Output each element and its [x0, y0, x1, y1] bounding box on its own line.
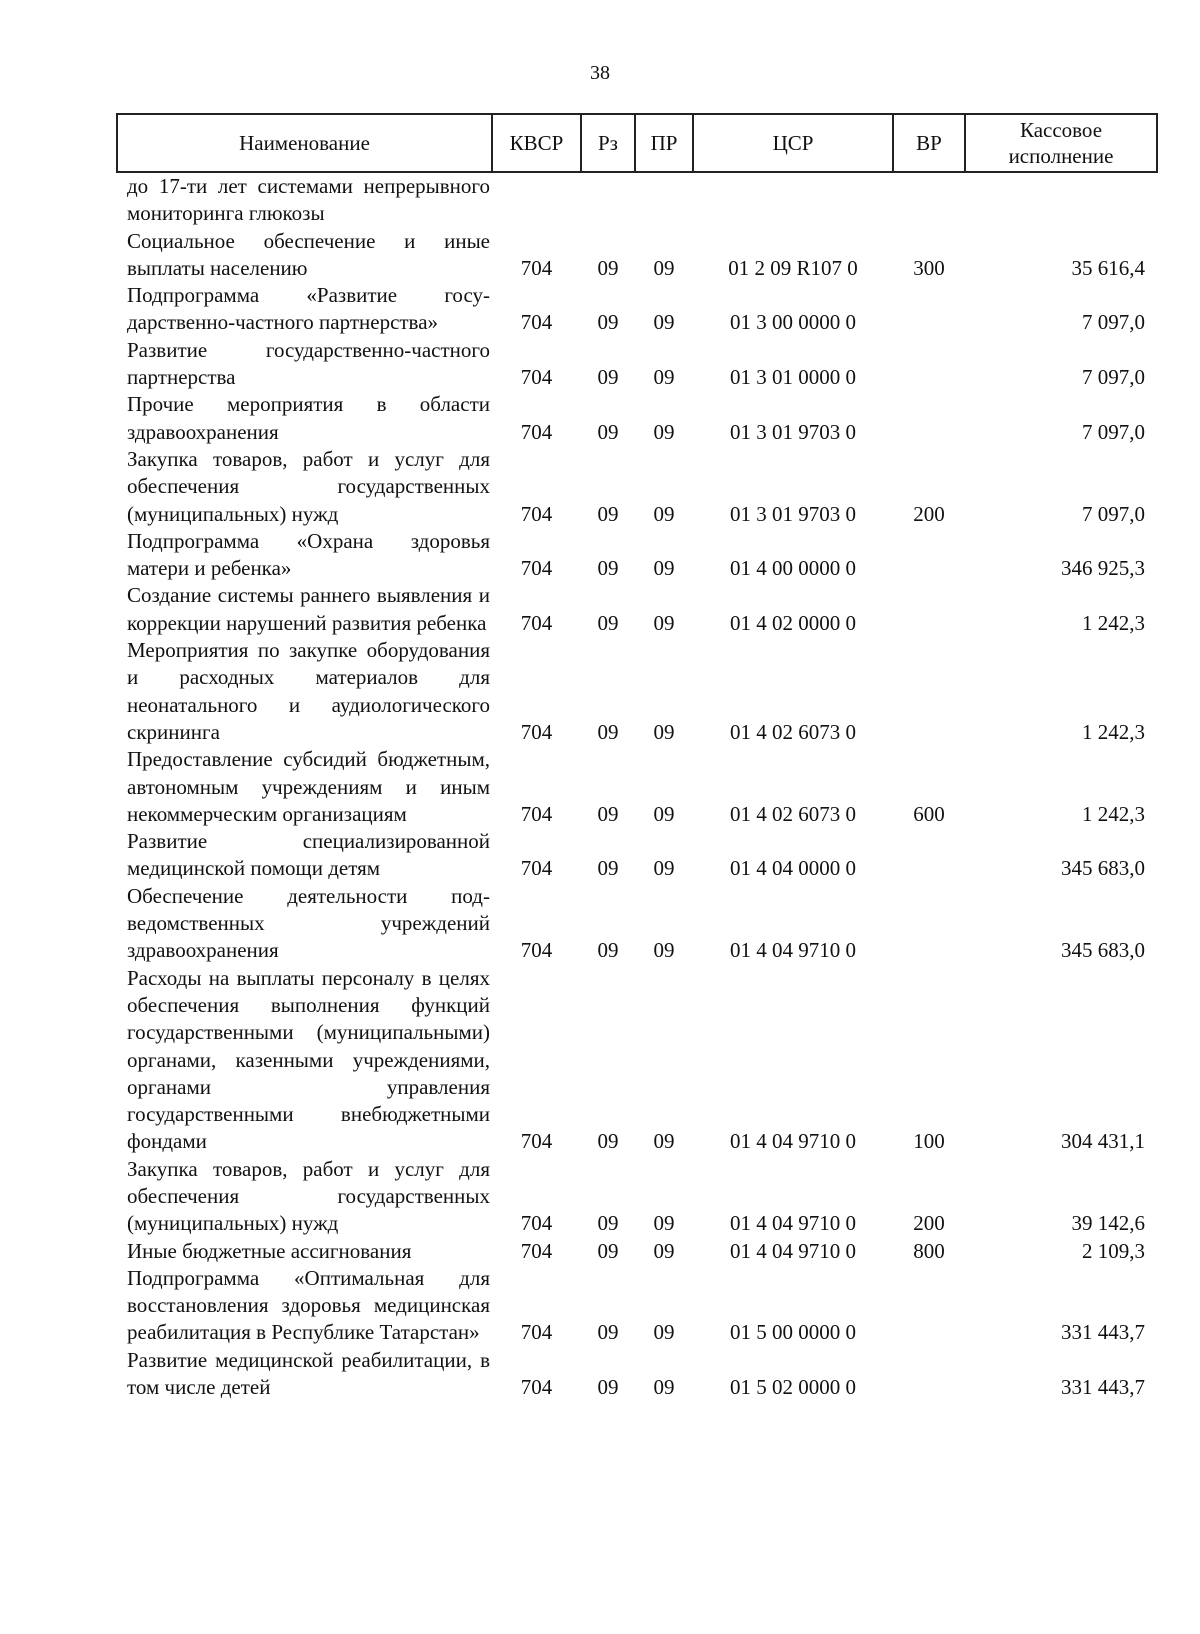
row-rz: 09	[597, 501, 619, 526]
header-name: Наименование	[117, 114, 492, 172]
row-csr	[693, 172, 893, 228]
row-kvsr: 704	[520, 719, 553, 744]
row-kvsr: 704	[520, 501, 553, 526]
row-kvsr: 704	[520, 365, 553, 390]
row-name: Иные бюджетные ассигнования	[127, 1238, 412, 1263]
row-name-cell	[117, 172, 492, 228]
row-kvsr: 704	[520, 1238, 553, 1263]
row-pr: 09	[653, 1375, 675, 1400]
table-body	[117, 172, 1157, 1401]
row-pr: 09	[653, 719, 675, 744]
row-name-cell	[117, 883, 492, 965]
row-sum: 1 242,3	[1082, 610, 1145, 635]
row-rz: 09	[597, 419, 619, 444]
row-csr: 01 4 04 0000 0	[730, 856, 856, 881]
row-kvsr: 704	[520, 1375, 553, 1400]
row-sum: 2 109,3	[1082, 1238, 1145, 1263]
header-csr: ЦСР	[693, 114, 893, 172]
header-rz: Рз	[581, 114, 635, 172]
row-rz: 09	[597, 938, 619, 963]
budget-execution-table	[116, 113, 1158, 1401]
table-row	[117, 391, 1157, 446]
row-pr	[635, 172, 693, 228]
row-pr: 09	[653, 856, 675, 881]
row-pr: 09	[653, 1129, 675, 1154]
row-name: Закупка товаров, работ и услуг для обеспечения государственных (муниципальных) нужд	[127, 1156, 490, 1236]
row-rz: 09	[597, 1238, 619, 1263]
row-vr: 800	[913, 1238, 945, 1263]
row-name: Закупка товаров, работ и услуг для обеспечения государственных (муниципальных) нужд	[127, 446, 490, 526]
row-name: Подпрограмма «Развитие государственно-частного партнерства»	[127, 283, 490, 335]
row-sum	[965, 172, 1157, 228]
row-kvsr: 704	[520, 556, 553, 581]
page-number: 38	[590, 62, 610, 84]
row-sum: 7 097,0	[1082, 419, 1145, 444]
row-csr: 01 3 01 9703 0	[730, 501, 856, 526]
row-csr: 01 5 00 0000 0	[730, 1320, 856, 1345]
row-vr: 600	[913, 801, 945, 826]
row-name: до 17-ти лет системами непрерывного мониторинга глюкозы	[127, 174, 490, 226]
row-name-cell	[117, 446, 492, 528]
row-name-cell	[117, 528, 492, 583]
row-sum: 1 242,3	[1082, 719, 1145, 744]
row-csr: 01 4 02 6073 0	[730, 719, 856, 744]
row-name-cell	[117, 746, 492, 828]
row-csr: 01 4 04 9710 0	[730, 1129, 856, 1154]
row-pr: 09	[653, 1238, 675, 1263]
row-csr: 01 4 04 9710 0	[730, 1238, 856, 1263]
row-rz: 09	[597, 719, 619, 744]
header-vr: ВР	[893, 114, 965, 172]
row-pr: 09	[653, 1211, 675, 1236]
row-vr	[893, 1347, 965, 1402]
row-vr: 300	[913, 255, 945, 280]
row-name: Развитие специализированной медицинской помощи детям	[127, 829, 490, 881]
row-name-cell	[117, 828, 492, 883]
row-pr: 09	[653, 610, 675, 635]
row-name: Мероприятия по закупке оборудования и расходных материалов для неонатального и аудиологического скрининга	[127, 638, 490, 744]
table-row	[117, 172, 1157, 228]
row-kvsr: 704	[520, 310, 553, 335]
row-pr: 09	[653, 365, 675, 390]
row-kvsr: 704	[520, 938, 553, 963]
table-row	[117, 228, 1157, 283]
row-rz: 09	[597, 1129, 619, 1154]
row-vr	[893, 883, 965, 965]
row-name-cell	[117, 965, 492, 1156]
row-csr: 01 4 00 0000 0	[730, 556, 856, 581]
row-csr: 01 4 02 0000 0	[730, 610, 856, 635]
row-vr	[893, 828, 965, 883]
row-name: Подпрограмма «Оптимальная для восстановления здоровья медицинская реабилитация в Республике Татарстан»	[127, 1265, 490, 1345]
row-vr	[893, 528, 965, 583]
table-row	[117, 1238, 1157, 1265]
row-vr	[893, 582, 965, 637]
table-row	[117, 337, 1157, 392]
row-name: Расходы на выплаты персоналу в целях обеспечения выполнения функций государственными (муниципальными) органами, казенными учреждениями, органами управления государственными внебюджетными фондами	[127, 965, 490, 1154]
row-rz: 09	[597, 1375, 619, 1400]
row-kvsr: 704	[520, 610, 553, 635]
row-sum: 1 242,3	[1082, 801, 1145, 826]
table-row	[117, 446, 1157, 528]
row-kvsr: 704	[520, 419, 553, 444]
row-vr	[893, 337, 965, 392]
row-kvsr: 704	[520, 801, 553, 826]
row-name: Предоставление субсидий бюджетным, автономным учреждениям и иным некоммерческим организациям	[127, 747, 490, 826]
table-row	[117, 965, 1157, 1156]
row-sum: 35 616,4	[1071, 255, 1145, 280]
row-rz: 09	[597, 310, 619, 335]
table-row	[117, 1156, 1157, 1238]
row-sum: 39 142,6	[1071, 1211, 1145, 1236]
row-vr	[893, 637, 965, 746]
row-name: Развитие медицинской реабилитации, в том числе детей	[127, 1347, 490, 1400]
row-rz	[581, 172, 635, 228]
row-name-cell	[117, 1238, 492, 1265]
row-sum: 304 431,1	[1061, 1129, 1145, 1154]
row-name-cell	[117, 1156, 492, 1238]
row-rz: 09	[597, 255, 619, 280]
row-pr: 09	[653, 801, 675, 826]
row-vr: 200	[913, 1211, 945, 1236]
row-pr: 09	[653, 310, 675, 335]
row-pr: 09	[653, 255, 675, 280]
row-csr: 01 3 01 9703 0	[730, 419, 856, 444]
row-sum: 7 097,0	[1082, 365, 1145, 390]
row-pr: 09	[653, 419, 675, 444]
row-name-cell	[117, 337, 492, 392]
header-kvsr: КВСР	[492, 114, 581, 172]
row-sum: 331 443,7	[1061, 1375, 1145, 1400]
table-header	[117, 114, 1157, 172]
header-pr: ПР	[635, 114, 693, 172]
row-sum: 346 925,3	[1061, 556, 1145, 581]
table-row	[117, 883, 1157, 965]
row-csr: 01 4 04 9710 0	[730, 1211, 856, 1236]
row-vr	[893, 1265, 965, 1347]
row-rz: 09	[597, 856, 619, 881]
row-name: Социальное обеспечение и иные выплаты населению	[127, 228, 490, 280]
row-name: Создание системы раннего выявления и коррекции нарушений развития ребенка	[127, 583, 490, 635]
row-csr: 01 5 02 0000 0	[730, 1375, 856, 1400]
row-kvsr: 704	[520, 1129, 553, 1154]
row-csr: 01 4 02 6073 0	[730, 801, 856, 826]
row-vr	[893, 172, 965, 228]
table-row	[117, 746, 1157, 828]
row-name: Прочие мероприятия в области здравоохранения	[127, 392, 490, 444]
row-kvsr	[492, 172, 581, 228]
row-sum: 331 443,7	[1061, 1320, 1145, 1345]
row-name: Подпрограмма «Охрана здоровья матери и ребенка»	[127, 528, 490, 581]
row-kvsr: 704	[520, 1320, 553, 1345]
row-csr: 01 2 09 R107 0	[728, 255, 858, 280]
table-row	[117, 637, 1157, 746]
row-pr: 09	[653, 938, 675, 963]
row-name-cell	[117, 282, 492, 337]
row-name-cell	[117, 582, 492, 637]
row-sum: 345 683,0	[1061, 856, 1145, 881]
row-csr: 01 3 00 0000 0	[730, 310, 856, 335]
table-row	[117, 582, 1157, 637]
row-rz: 09	[597, 1211, 619, 1236]
row-rz: 09	[597, 801, 619, 826]
row-kvsr: 704	[520, 1211, 553, 1236]
row-vr: 200	[913, 501, 945, 526]
row-vr: 100	[913, 1129, 945, 1154]
row-name-cell	[117, 637, 492, 746]
row-vr	[893, 282, 965, 337]
table-row	[117, 528, 1157, 583]
row-sum: 7 097,0	[1082, 310, 1145, 335]
row-pr: 09	[653, 1320, 675, 1345]
row-name-cell	[117, 391, 492, 446]
row-name: Развитие государственно-частного партнерства	[127, 337, 490, 390]
table-row	[117, 1347, 1157, 1402]
header-sum: Кассовое исполнение	[965, 114, 1157, 172]
row-rz: 09	[597, 610, 619, 635]
table-row	[117, 1265, 1157, 1347]
row-pr: 09	[653, 501, 675, 526]
table-row	[117, 828, 1157, 883]
table-row	[117, 282, 1157, 337]
row-name: Обеспечение деятельности подведомственных учреждений здравоохранения	[127, 883, 490, 963]
row-rz: 09	[597, 1320, 619, 1345]
row-vr	[893, 391, 965, 446]
row-csr: 01 3 01 0000 0	[730, 365, 856, 390]
row-rz: 09	[597, 556, 619, 581]
row-pr: 09	[653, 556, 675, 581]
row-kvsr: 704	[520, 255, 553, 280]
row-name-cell	[117, 1347, 492, 1402]
row-name-cell	[117, 1265, 492, 1347]
row-sum: 7 097,0	[1082, 501, 1145, 526]
row-sum: 345 683,0	[1061, 938, 1145, 963]
row-rz: 09	[597, 365, 619, 390]
row-csr: 01 4 04 9710 0	[730, 938, 856, 963]
row-name-cell	[117, 228, 492, 283]
row-kvsr: 704	[520, 856, 553, 881]
